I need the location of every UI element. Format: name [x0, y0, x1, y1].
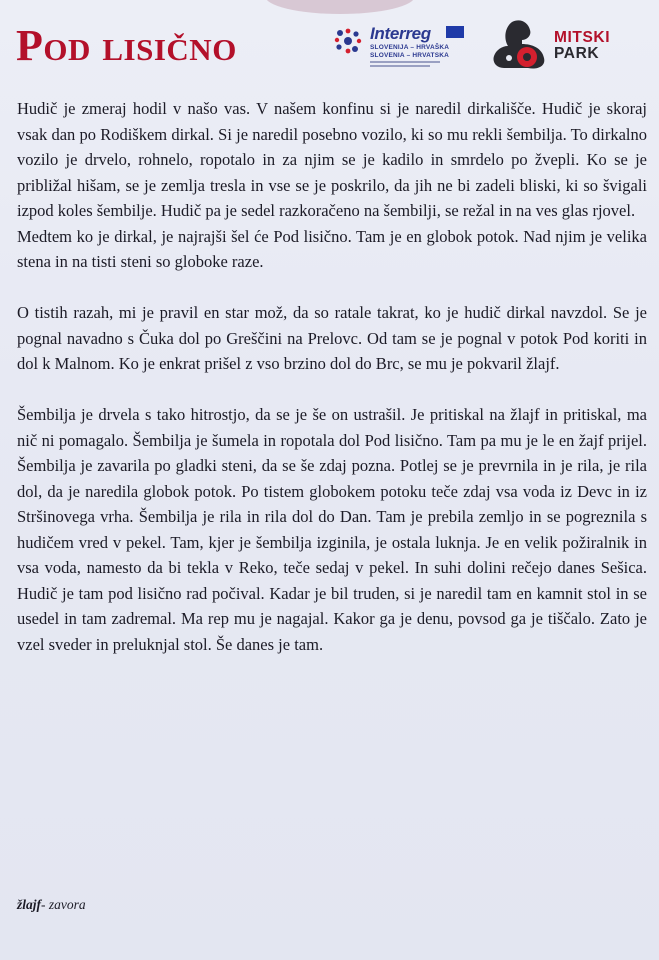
fine-print-line — [370, 65, 430, 67]
paragraph: Hudič je zmeraj hodil v našo vas. V našem konfinu si je naredil dirkališče. Hudič je skoraj vsak dan po Rodiškem dirkal. Si je naredil posebno vozilo, ki so mu rekli šembilja. To dirkalno vozilo je drvelo, rohnelo, ropotalo in za njim se je kadilo in smrdelo po žvepli. Ko se je približal hišam, se je zemlja tresla in vse se je poskrilo, da jih ne bi zadeli bliski, ki so švigali izpod koles šembilje. Hudič pa je sedel razkoračeno na šembilji, se režal in na ves glas rjovel. — [17, 99, 647, 220]
paragraph: Šembilja je drvela s tako hitrostjo, da se je še on ustrašil. Je pritiskal na žlajf in pritiskal, ma nič ni pomagalo. Šembilja je šumela in ropotala dol Pod lisično. Tam pa mu je le en žajf prijel. Šembilja je zavarila po gladki steni, da se še zdaj pozna. Potlej se je prevrnila in je rila, je rila dol, da je naredila globok potok. Po tistem globokem potoku teče zdaj vsa voda iz Devc in iz Stršinovega vrha. Šembilja je rila in rila dol do Dan. Tam je prebila zemljo in se pogreznila s hudičem vred v pekel. Tam, kjer je šembilja izginila, je ostala luknja. Je en velik požiralnik in vsa voda, namesto da bi tekla v Reko, teče sedaj v pekel. In suhi dolini rečejo danes Sešica. Hudič je tam pod lisično rad počival. Kadar je bil truden, si je naredil tam en kamnit stol in se usedel in tam zadremal. Ma rep mu je nagajal. Kakor ga je denu, povsod ga je tiščalo. Zato je vzel sveder in preluknjal stol. Še danes je tam. — [17, 405, 647, 654]
mitski-park-logo — [492, 18, 642, 70]
interreg-star-icon — [334, 27, 362, 55]
footnote-separator: - — [41, 897, 49, 912]
interreg-line2: SLOVENIA – HRVATSKA — [370, 52, 450, 59]
footnote-definition: zavora — [48, 897, 86, 912]
interreg-name: Interreg — [370, 24, 431, 43]
page-title: Pod lisično — [16, 21, 237, 70]
header — [0, 0, 659, 90]
mitski-park-logo-icon — [492, 18, 552, 70]
paragraph: O tistih razah, mi je pravil en star mož, da so ratale takrat, ko je hudič dirkal navzdol. Se je pognal navadno s Čuka dol po Greščini na Prelovc. Od tam se je pognal v potok Pod koriti in dol k Malnom. Ko je enkrat prišel z vso brzino dol do Brc, se mu je pokvaril žlajf. — [17, 303, 647, 373]
interreg-logo — [334, 24, 474, 74]
interreg-line1: SLOVENIJA – HRVAŠKA — [370, 44, 450, 51]
mitski-word: MITSKI — [554, 29, 611, 46]
paragraph: Medtem ko je dirkal, je najrajši šel će Pod lisično. Tam je en globok potok. Nad njim je velika stena in na tisti steni so globoke raze. — [17, 226, 647, 271]
fine-print-line — [370, 61, 440, 63]
footnote-term: žlajf — [17, 897, 42, 912]
park-word: PARK — [554, 45, 600, 62]
eu-flag-icon — [446, 26, 464, 38]
story-text — [17, 96, 647, 657]
footnote — [17, 897, 86, 913]
